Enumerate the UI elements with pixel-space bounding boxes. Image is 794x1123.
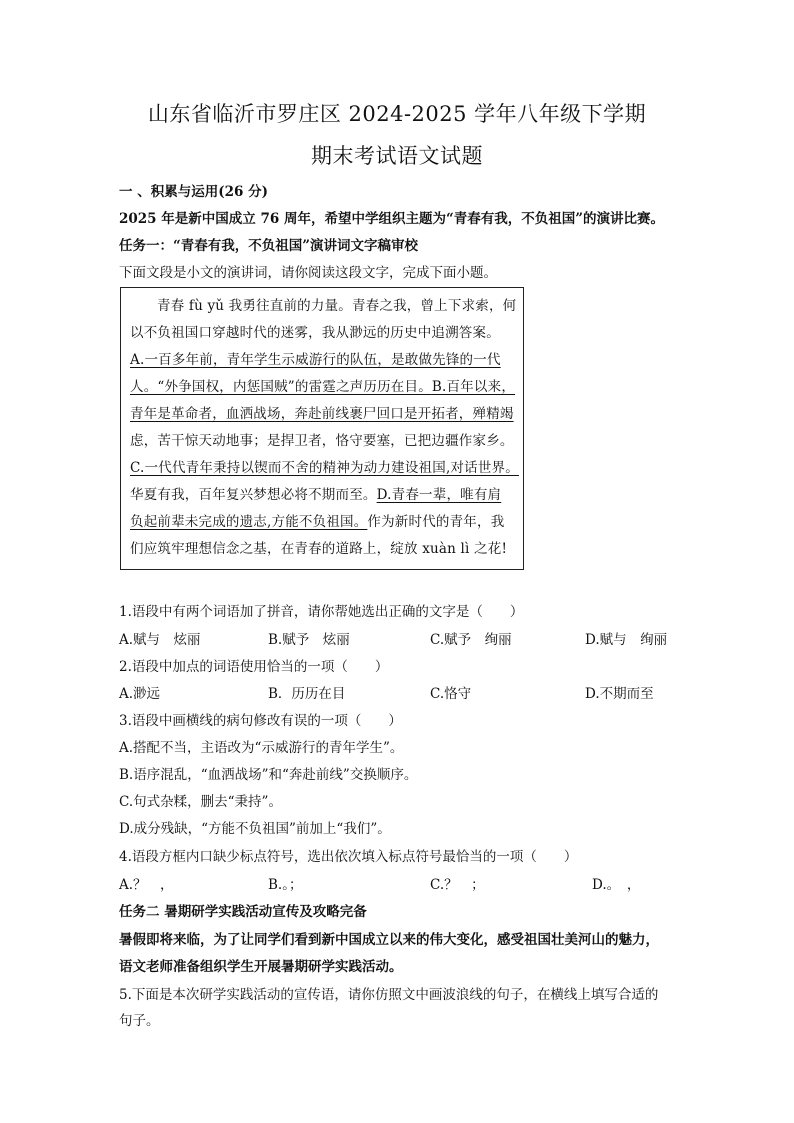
passage-line-underlined: 青年是革命者，血洒战场，奔赴前线裹尸回口是开拓者，殚精竭 (130, 406, 514, 422)
section-heading: 一 、积累与运用(26 分) (119, 184, 268, 200)
q3-option-b: B.语序混乱，“血洒战场”和“奔赴前线”交换顺序。 (119, 767, 418, 783)
passage-box (120, 287, 524, 570)
passage-text: 作为新时代的青年，我 (367, 514, 505, 530)
q2-option-c: C.恪守 (430, 686, 472, 702)
q4-option-a: A.？ ， (119, 877, 174, 893)
task1-instruction: 下面文段是小文的演讲词，请你阅读这段文字，完成下面小题。 (119, 265, 497, 281)
task2-intro-line: 暑假即将来临，为了让同学们看到新中国成立以来的伟大变化，感受祖国壮美河山的魅力， (119, 932, 659, 948)
q4-option-d: D.。 ， (592, 877, 641, 893)
underlined-sentence: 人。“外争国权，内惩国贼”的雷霆之声历历在目。 (130, 379, 432, 395)
task2-title: 任务二 暑期研学实践活动宣传及攻略完备 (119, 904, 367, 920)
q2-option-d: D.不期而至 (585, 686, 654, 702)
question-1-stem: 1.语段中有两个词语加了拼音，请你帮她选出正确的文字是（ ） (119, 604, 524, 620)
passage-line-underlined: C.一代代青年秉持以锲而不舍的精神为动力建设祖国,对话世界。 (130, 460, 519, 476)
passage-text: 华夏有我，百年复兴梦想必将不期而至。 (130, 487, 377, 503)
task2-intro-line: 语文老师准备组织学生开展暑期研学实践活动。 (119, 959, 403, 975)
question-3-stem: 3.语段中画横线的病句修改有误的一项（ ） (119, 713, 402, 729)
passage-line: 们应筑牢理想信念之基，在青春的道路上，绽放 xuàn lì 之花! (130, 541, 508, 557)
q4-option-b: B.。； (268, 877, 303, 893)
question-4-stem: 4.语段方框内口缺少标点符号，选出依次填入标点符号最恰当的一项（ ） (119, 849, 578, 865)
underlined-sentence: B.百年以来， (431, 379, 516, 395)
q1-option-b: B.赋予 炫丽 (268, 632, 350, 648)
q3-option-d: D.成分残缺，“方能不负祖国”前加上“我们”。 (119, 821, 391, 837)
task1-title: 任务一：“青春有我，不负祖国”演讲词文字稿审校 (119, 238, 419, 254)
q1-option-c: C.赋予 绚丽 (430, 632, 512, 648)
q2-option-b: B．历历在目 (268, 686, 346, 702)
exam-title-line1: 山东省临沂市罗庄区 2024-2025 学年八年级下学期 (147, 102, 647, 126)
q2-option-a: A.渺远 (119, 686, 161, 702)
passage-line (130, 510, 504, 530)
underlined-sentence: D.青春一辈，唯有肩 (376, 487, 502, 503)
q4-option-c: C.？ ； (430, 877, 485, 893)
question-2-stem: 2.语段中加点的词语使用恰当的一项（ ） (119, 659, 389, 675)
passage-line (130, 375, 515, 395)
q1-option-a: A.赋与 炫丽 (119, 632, 201, 648)
exam-title-line2: 期末考试语文试题 (311, 144, 483, 168)
passage-line-underlined: A.一百多年前，青年学生示威游行的队伍，是敢做先锋的一代 (130, 352, 501, 368)
question-5-stem: 5.下面是本次研学实践活动的宣传语，请你仿照文中画波浪线的句子，在横线上填写合适的 (119, 987, 659, 1003)
intro-text: 2025 年是新中国成立 76 周年，希望中学组织主题为“青春有我，不负祖国”的演讲比赛。 (119, 211, 664, 227)
passage-line: 以不负祖国口穿越时代的迷雾，我从渺远的历史中追溯答案。 (130, 325, 500, 341)
q3-option-c: C.句式杂糅，删去“秉持”。 (119, 794, 282, 810)
q1-option-d: D.赋与 绚丽 (585, 632, 668, 648)
passage-line (130, 483, 501, 503)
question-5-stem-cont: 句子。 (119, 1013, 160, 1029)
passage-line: 虑，苦干惊天动地事；是捍卫者，恪守要塞，已把边疆作家乡。 (130, 433, 514, 449)
passage-line: 青春 fù yǔ 我勇往直前的力量。青春之我，曾上下求索，何 (157, 298, 517, 314)
q3-option-a: A.搭配不当，主语改为“示威游行的青年学生”。 (119, 740, 404, 756)
underlined-sentence: 负起前辈未完成的遗志,方能不负祖国。 (130, 514, 368, 530)
